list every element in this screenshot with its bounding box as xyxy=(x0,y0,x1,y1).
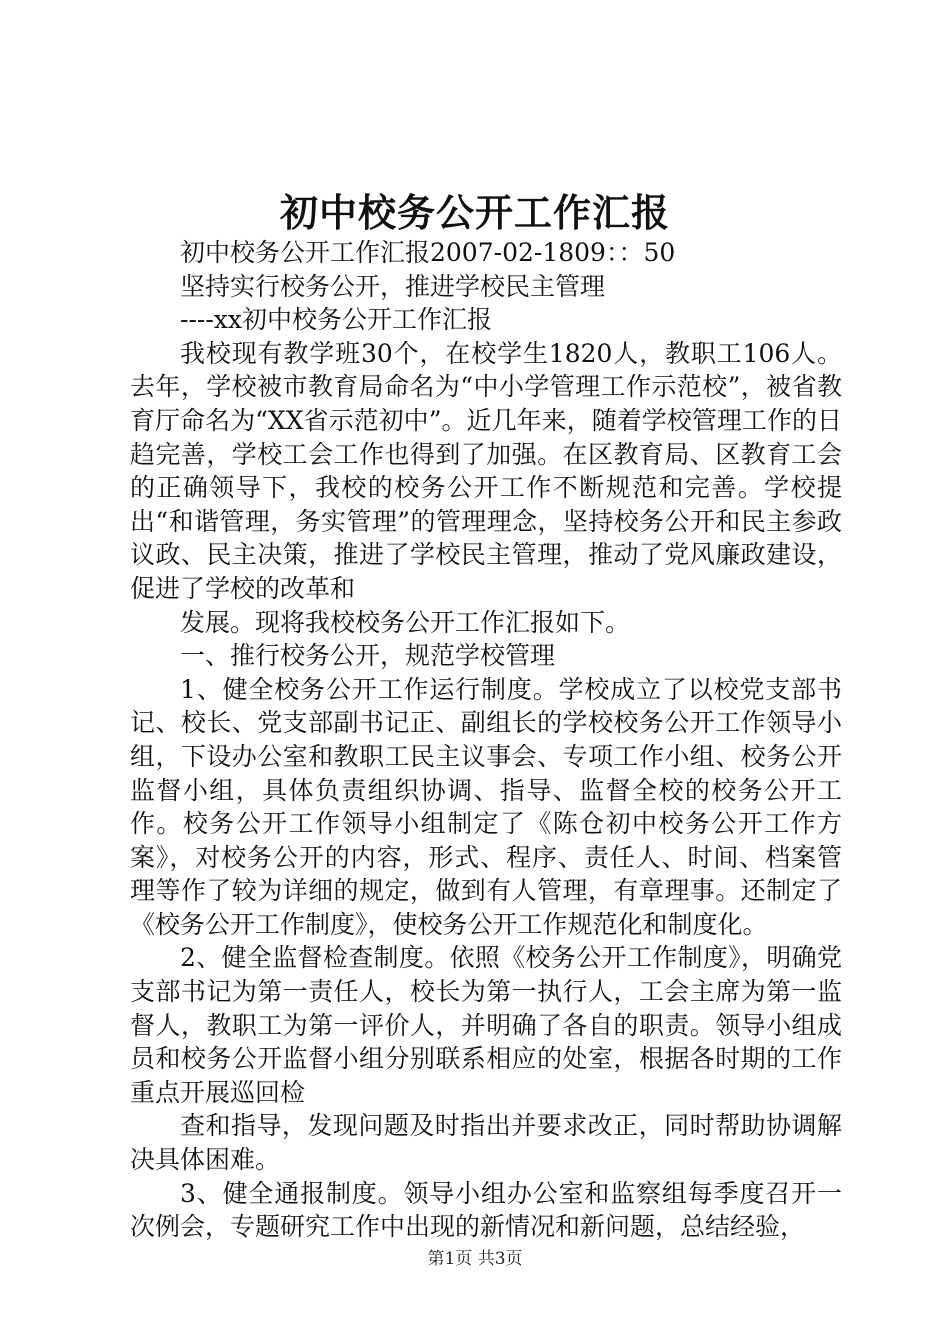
paragraph-item-3: 3、健全通报制度。领导小组办公室和监察组每季度召开一次例会，专题研究工作中出现的新情况和新问题，总结经验， xyxy=(130,1178,842,1242)
section-heading-1: 一、推行校务公开，规范学校管理 xyxy=(180,641,556,671)
paragraph-subtitle: 坚持实行校务公开，推进学校民主管理 xyxy=(180,271,606,301)
document-body xyxy=(130,236,842,1244)
page-number-footer: 第1页 共3页 xyxy=(427,1249,523,1269)
document-title: 初中校务公开工作汇报 xyxy=(279,190,670,235)
paragraph-intro: 我校现有教学班30个，在校学生1820人，教职工106人。去年，学校被市教育局命名为“中小学管理工作示范校”，被省教育厅命名为“XX省示范初中”。近几年来，随着学校管理工作的日趋完善，学校工会工作也得到了加强。在区教育局、区教育工会的正确领导下，我校的校务公开工作不断规范和完善。学校提出“和谐管理，务实管理”的管理理念，坚持校务公开和民主参政议政、民主决策，推进了学校民主管理，推动了党风廉政建设，促进了学校的改革和 xyxy=(130,338,842,603)
paragraph-byline: ----xx初中校务公开工作汇报 xyxy=(180,305,492,335)
paragraph-item-2: 2、健全监督检查制度。依照《校务公开工作制度》，明确党支部书记为第一责任人，校长为第一执行人，工会主席为第一监督人，教职工为第一评价人，并明确了各自的职责。领导小组成员和校务公开监督小组分别联系相应的处室，根据各时期的工作重点开展巡回检 xyxy=(130,943,842,1107)
paragraph-intro-continued: 发展。现将我校校务公开工作汇报如下。 xyxy=(180,607,631,637)
paragraph-header-line: 初中校务公开工作汇报2007-02-1809：：50 xyxy=(180,238,676,267)
paragraph-item-1: 1、健全校务公开工作运行制度。学校成立了以校党支部书记、校长、党支部副书记正、副组长的学校校务公开工作领导小组，下设办公室和教职工民主议事会、专项工作小组、校务公开监督小组，具体负责组织协调、指导、监督全校的校务公开工作。校务公开工作领导小组制定了《陈仓初中校务公开工作方案》，对校务公开的内容，形式、程序、责任人、时间、档案管理等作了较为详细的规定，做到有人管理，有章理事。还制定了《校务公开工作制度》，使校务公开工作规范化和制度化。 xyxy=(130,674,842,939)
paragraph-item-2-continued: 查和指导，发现问题及时指出并要求改正，同时帮助协调解决具体困难。 xyxy=(130,1111,842,1175)
